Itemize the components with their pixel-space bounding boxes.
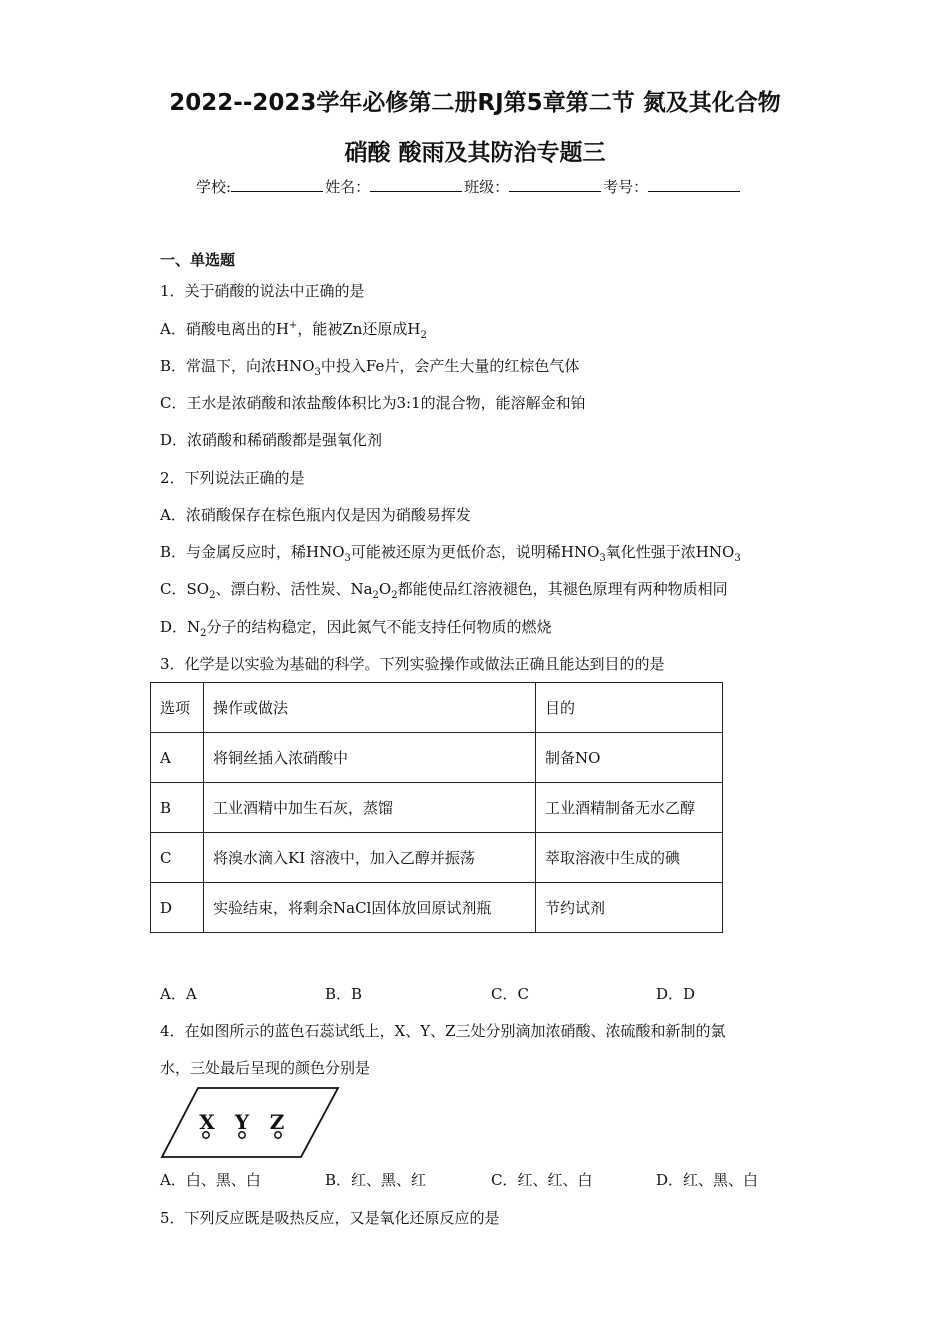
litmus-paper-figure (160, 1085, 342, 1161)
class-blank (509, 177, 601, 192)
q4-stem-line1: 4．在如图所示的蓝色石蕊试纸上，X、Y、Z三处分别滴加浓硝酸、浓硫酸和新制的氯 (160, 1022, 726, 1040)
q3-option-c: C．C (491, 985, 529, 1003)
page-title-line1: 2022--2023学年必修第二册RJ第5章第二节 氮及其化合物 (169, 90, 781, 116)
label-z: Z (269, 1110, 285, 1134)
table-cell: 工业酒精中加生石灰，蒸馏 (204, 783, 536, 833)
table-header-cell: 目的 (536, 683, 723, 733)
table-cell: D (151, 883, 204, 933)
table-cell: 工业酒精制备无水乙醇 (536, 783, 723, 833)
table-cell: B (151, 783, 204, 833)
q2-option-c: C．$SO_2$、漂白粉、活性炭、$Na_2O_2$都能使品红溶液褪色，其褪色原理有两种物质相同 (160, 580, 728, 601)
table-row (151, 783, 723, 833)
q3-option-b: B．B (325, 985, 363, 1003)
q3-table (150, 682, 723, 933)
exam-no-blank (648, 177, 740, 192)
table-header-cell: 选项 (151, 683, 204, 733)
q1-stem: 1．关于硝酸的说法中正确的是 (160, 282, 365, 300)
q4-option-a: A．白、黑、白 (160, 1171, 261, 1189)
table-cell: 实验结束，将剩余NaCl固体放回原试剂瓶 (204, 883, 536, 933)
table-row (151, 883, 723, 933)
table-header-row (151, 683, 723, 733)
q3-option-a: A．A (160, 985, 197, 1003)
table-cell: 萃取溶液中生成的碘 (536, 833, 723, 883)
q1-option-c: C．王水是浓硝酸和浓盐酸体积比为3:1的混合物，能溶解金和铂 (160, 394, 586, 412)
q4-stem-line2: 水，三处最后呈现的颜色分别是 (160, 1059, 371, 1077)
section-title: 一、单选题 (160, 251, 236, 269)
label-x: X (199, 1110, 215, 1134)
q5-stem: 5．下列反应既是吸热反应，又是氧化还原反应的是 (160, 1209, 500, 1227)
q1-option-a: A．硝酸电离出的H+，能被Zn还原成$H_2$ (160, 320, 427, 341)
table-cell: 将溴水滴入KI 溶液中，加入乙醇并振荡 (204, 833, 536, 883)
name-blank (370, 177, 462, 192)
litmus-paper-outline (162, 1088, 338, 1157)
table-cell: C (151, 833, 204, 883)
exam-no-label: 考号： (603, 178, 649, 196)
table-cell: 制备NO (536, 733, 723, 783)
school-blank (231, 177, 323, 192)
student-info-line (196, 176, 742, 197)
q1-option-b: B．常温下，向浓$HNO_3$中投入Fe片，会产生大量的红棕色气体 (160, 357, 580, 378)
q2-option-a: A．浓硝酸保存在棕色瓶内仅是因为硝酸易挥发 (160, 506, 471, 524)
q2-option-d: D．$N_2$分子的结构稳定，因此氮气不能支持任何物质的燃烧 (160, 618, 552, 639)
page-title-line2: 硝酸 酸雨及其防治专题三 (344, 140, 606, 166)
q4-option-c: C．红、红、白 (491, 1171, 593, 1189)
table-row (151, 833, 723, 883)
class-label: 班级： (464, 178, 510, 196)
q4-option-d: D．红、黑、白 (656, 1171, 759, 1189)
name-label: 姓名： (325, 178, 371, 196)
q2-stem: 2．下列说法正确的是 (160, 469, 305, 487)
table-cell: 节约试剂 (536, 883, 723, 933)
table-header-cell: 操作或做法 (204, 683, 536, 733)
school-label: 学校: (196, 178, 232, 196)
q4-option-b: B．红、黑、红 (325, 1171, 427, 1189)
table-cell: A (151, 733, 204, 783)
label-y: Y (234, 1110, 250, 1134)
q1-option-d: D．浓硝酸和稀硝酸都是强氧化剂 (160, 431, 383, 449)
table-row (151, 733, 723, 783)
q2-option-b: B．与金属反应时，稀$HNO_3$可能被还原为更低价态，说明稀$HNO_3$氧化性强于浓$HNO_3$ (160, 543, 741, 564)
table-cell: 将铜丝插入浓硝酸中 (204, 733, 536, 783)
q3-stem: 3．化学是以实验为基础的科学。下列实验操作或做法正确且能达到目的的是 (160, 655, 665, 673)
q3-option-d: D．D (656, 985, 696, 1003)
